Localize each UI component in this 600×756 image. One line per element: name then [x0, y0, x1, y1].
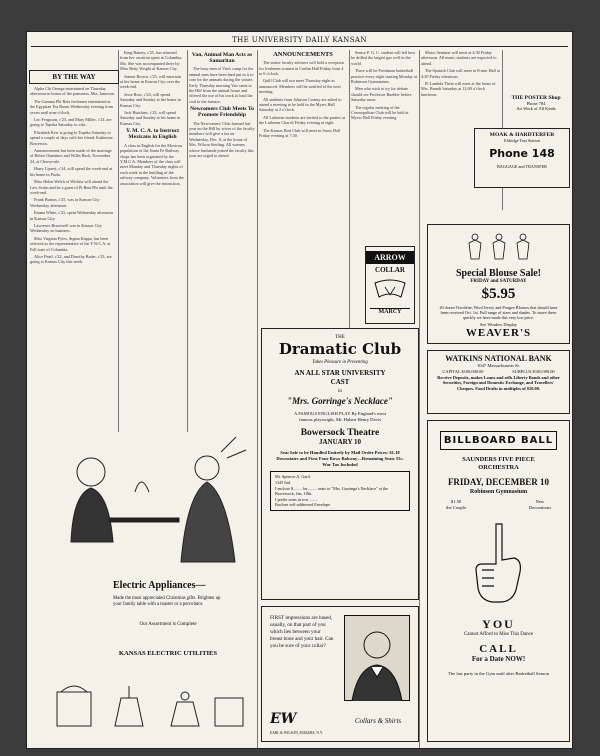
appliances-illustration [31, 668, 255, 738]
watkins-bank-ad [427, 350, 570, 414]
billboard-decor-2: Decorations [528, 504, 551, 510]
announcement: The regular meeting of the Cosmopolitan Club will be held at Myers Hall Friday evening. [351, 104, 409, 121]
announcements-heading: ANNOUNCEMENTS [273, 51, 333, 58]
moak-line: BAGGAGE and TRANSFER [497, 164, 547, 169]
social-note: Frank Burton, c'25, was in Kansas City Wednesday afternoon. [30, 197, 100, 208]
kansas-electric-ad [31, 432, 255, 740]
ymca-article: A class in English for the Mexican population of the Santa Fe Railway shops has been organized by the Y.M.C.A. Members of the class will meet Monday and Thursday nights of each week in the building of the railway company. Volunteers from the association will give the instruction. [120, 142, 184, 186]
column-divider [349, 50, 350, 350]
man-portrait [344, 615, 410, 701]
billboard-date: FRIDAY, DECEMBER 10 [447, 477, 550, 487]
electric-title: Electric Appliances— [113, 580, 206, 591]
masthead: THE UNIVERSITY DAILY KANSAN [232, 36, 367, 44]
column-two [120, 50, 185, 430]
bank-body: Receive Deposits, makes Loans and sells Liberty Bonds and other Securities, Foreign and Domestic Exchange, and Travellers' Cheques. Food Drafts in multiples of $10.00. [437, 375, 560, 391]
bank-figures [428, 369, 569, 374]
order-preference: I prefer seats in row ........ [275, 496, 318, 502]
social-note: Jesse Ross, c'24, will spend Saturday and Sunday at her home in Kansas City. [120, 91, 181, 108]
announcement: Men who wish to try for debate should see Professor Buehler before Saturday noon. [351, 86, 412, 103]
order-address: 1145 Ind. [275, 479, 291, 485]
earl-wilson-ad [261, 606, 419, 742]
collar-body: FIRST impressions are based, usually, on that part of you which lies between your breast bone and your hair. Can you be sure of your collar? [270, 615, 334, 649]
announcement: The Kansas Bird Club will meet in Snow Hall Friday evening at 7:30. [259, 127, 341, 139]
arrow-style: MARCY [370, 308, 410, 315]
announcements-column [259, 50, 347, 330]
social-note: Announcement has been made of the marriage of Helen Chambers and Willis Beck, November 24, at Cherryvale. [30, 148, 112, 164]
arrow-brand: ARROW [366, 251, 414, 264]
column-three [189, 50, 255, 430]
announcement: Music Seminar will meet at 4:30 Friday afternoon. All music students are expected to attend. [421, 50, 497, 66]
billboard-venue: Robinson Gymnasium [469, 489, 528, 495]
arrow-collar-ad [365, 246, 415, 324]
dramatic-club-ad [261, 328, 419, 600]
dramatic-date: JANUARY 10 [318, 438, 362, 446]
pointing-hand-icon [464, 520, 534, 608]
dramatic-title: Dramatic Club [278, 340, 402, 358]
social-note: The Gamma Phi Beta freshmen entertained at the Egyptian Tea Room Wednesday evening from seven until nine o'clock. [30, 98, 114, 115]
ew-monogram-logo: EW [270, 711, 297, 727]
billboard-title: BILLBOARD BALL [443, 435, 554, 446]
electric-company: KANSAS ELECTRIC UTILITIES [118, 650, 218, 657]
column-six [421, 50, 500, 126]
collar-brand: Collars & Shirts [354, 717, 402, 725]
announcement: Pi Lambda Theta will meet at the home of Mrs. Brandt Saturday at 12:00 o'clock luncheon. [421, 81, 496, 97]
newcomers-article: The Newcomers' Club formed last year on the Hill by wives of the faculty members will give a tea on Wednesday, Dec. 8, at the home of Mrs. Wilson Sterling. All women whose husbands joined the faculty this year are urged to attend. [189, 120, 255, 159]
announcement: All Lutheran students are invited to the parties at the Lutheran Church Friday evening at eight. [259, 114, 345, 126]
announcement: There will be Freshman basketball practice every night starting Monday at Robinson Gymnasium. [351, 68, 417, 85]
social-note: Jeanne Brown, c'25, will entertain at her home in Kansas City over the week-end. [120, 73, 182, 90]
dramatic-play: "Mrs. Gorringe's Necklace" [287, 396, 393, 406]
social-note: Alice Pearl, c'22, and Dorothy Bader, c'23, are going to Kansas City this week. [30, 253, 112, 265]
column-divider [118, 50, 119, 448]
poster-shop-line: Art Work of All Kinds [516, 106, 556, 111]
christmas-family-illustration [31, 432, 255, 572]
bank-surplus: SURPLUS $100,000.00 [512, 369, 555, 374]
weavers-blouse-ad [427, 224, 570, 344]
dramatic-desc: A FAMOUS ENGLISH PLAY By England's most famous playwright, Mr. Hubert Henry Davis [293, 411, 387, 422]
announcement: All students from Johnson County are asked to attend a meeting to be held in the Myers Hall Saturday at 2 o'clock. [259, 96, 342, 113]
billboard-last: The last party in the Gym until after Basketball Season [448, 671, 549, 677]
column-divider [257, 50, 258, 748]
electric-assortment: Our Assortment is Complete [139, 622, 197, 627]
billboard-decor-1: New [535, 499, 545, 504]
order-envelope: Enclose self-addressed Envelope [275, 502, 331, 508]
moak-phone: Phone 148 [489, 147, 555, 160]
masthead-rule [31, 46, 568, 47]
order-line: I enclose $........ for ........ seats to "Mrs. Gorringe's Necklace" at the Bowersock, Jan. 10th. [275, 485, 389, 497]
blouse-illustration [459, 231, 539, 263]
billboard-you: YOU [482, 617, 515, 632]
collar-maker: EARL & WILSON, MAKERS, N.Y. [270, 731, 323, 735]
announcement: Senior P. G. C. student will tell how he drilled the largest gas well in the world. [351, 50, 416, 66]
dramatic-in: in [338, 389, 342, 394]
poster-shop-ad [504, 92, 568, 122]
billboard-details [428, 495, 569, 510]
billboard-couple: the Couple [446, 504, 467, 510]
bank-name: WATKINS NATIONAL BANK [445, 354, 552, 363]
social-note: Miss Virginia Pyles, Sigma Kappa, has been selected as the representative of the Y.W.C.A. at Fall state of Columbia. [30, 235, 111, 252]
newcomers-headline: Newcomers Club Meets To Promote Friendship [190, 106, 254, 119]
dramatic-cast: AN ALL STAR UNIVERSITY CAST [294, 369, 386, 386]
dramatic-order-form [270, 471, 410, 511]
blouse-price: $5.95 [481, 286, 516, 302]
billboard-price: $1.50 [450, 499, 462, 504]
poster-shop-phone: Phone 784 [526, 101, 546, 106]
bank-capital: CAPITAL $100,000.00 [442, 369, 484, 374]
dramatic-seats: Seat Sale to be Handled Entirely by Mail Order Prices: $1.10 Downstairs and First Four Rows Balcony—Remaining Seats 55c. War Tax Included [276, 450, 404, 467]
announcement: Quill Club will not meet Thursday night as announced. Members will be notified of the next meeting. [259, 78, 341, 95]
social-note: Miss Helen Welch of Wichita will attend the Law Scrim and be a guest of Pi Beta Phi until the week-end. [30, 179, 113, 195]
social-note: Alpha Chi Omega entertained on Thursday afternoon in honor of the patroness, Mrs. Jameson. [30, 86, 116, 97]
van-article: The busy men of Van's camp for the animal men have been hard put to it to care for the animals during the winter. Early Thursday morning Van came to the Hill from the animal house and offered the use of his truck to haul the coal to the furnace. [189, 66, 254, 104]
poster-shop-title: THE POSTER Shop [511, 95, 561, 101]
dramatic-presenting: Takes Pleasure in Presenting [312, 360, 368, 365]
social-note: King Rainey, c'25, has returned from her vacation spent at Columbia, Mo. She was accompanied there by Miss Betty Wright of Kansas City. [120, 50, 183, 72]
dramatic-the: THE [335, 335, 345, 340]
arrow-product: COLLAR [375, 266, 405, 274]
billboard-miss: Cannot Afford to Miss This Dance [463, 632, 534, 638]
social-note: Leo Ferguson, c'23, and Mary Miller, c'24, are going to Topeka Saturday to visit. [30, 117, 112, 128]
billboard-call: CALL [479, 643, 518, 656]
moak-address: Eldridge Taxi Station [504, 138, 540, 143]
social-note: Harry Lipsett, c'24, will spend the week-end at his home in Paola. [30, 166, 113, 177]
social-note: Emma White, c'23, spent Wednesday afternoon in Kansas City. [30, 210, 114, 221]
van-headline: Van, Animal Man Acts as Samaritan [191, 52, 253, 65]
announcement: The senior faculty advisers will hold a reception for freshmen women in Corbin Hall Friday from 4 to 6 o'clock. [259, 60, 344, 77]
blouse-store: WEAVER'S [465, 327, 532, 339]
by-the-way-column [30, 86, 116, 430]
newspaper-page [27, 32, 572, 748]
social-note: Lawrence Bracewell was in Kansas City Wednesday on business. [30, 222, 102, 234]
by-the-way-heading: BY THE WAY [29, 70, 119, 84]
order-recipient: Mr. Spencer A. Gard [275, 474, 310, 480]
blouse-headline: Special Blouse Sale! [455, 268, 541, 279]
blouse-days: FRIDAY and SATURDAY [470, 279, 527, 284]
social-note: Elizabeth Kerr is going to Topeka Saturday to spend a couple of days with her friend, Katherine Bowersox. [30, 129, 113, 146]
billboard-ball-ad [427, 420, 570, 742]
blouse-body: 20 dozen Tricolette, Wool Jersey and Pongee Blouses that should have been received Oct. 1st. Full range of sizes and shades. To move these quickly we have made this very low price. [439, 305, 558, 320]
moak-ad [474, 128, 570, 188]
billboard-frame [440, 431, 557, 450]
blouse-window: See Window Display [479, 322, 518, 327]
collar-illustration [371, 277, 409, 301]
dramatic-theatre: Bowersock Theatre [300, 428, 380, 438]
billboard-date-now: For a Date NOW! [471, 655, 526, 664]
announcement: The Spanish Club will meet in Fraser Hall at 4:30 Friday afternoon. [421, 68, 500, 79]
moak-name: MOAK & HARDTERFER [489, 132, 555, 138]
electric-body: Made the most appreciated Christmas gifts. Brighten up your family table with a toaster or a percolator. [113, 596, 221, 607]
social-note: Jack Hutchins, c'23, will spend Saturday and Sunday at his home in Kansas City. [120, 110, 181, 126]
column-five [351, 50, 417, 200]
billboard-band: SAUNDERS FIVE PIECE ORCHESTRA [462, 456, 535, 471]
ymca-headline: Y. M. C. A. to Instruct Mexicans in English [125, 128, 180, 141]
column-divider [187, 50, 188, 448]
column-divider [419, 50, 420, 748]
bank-address: 1047 Massachusetts St. [476, 363, 520, 368]
